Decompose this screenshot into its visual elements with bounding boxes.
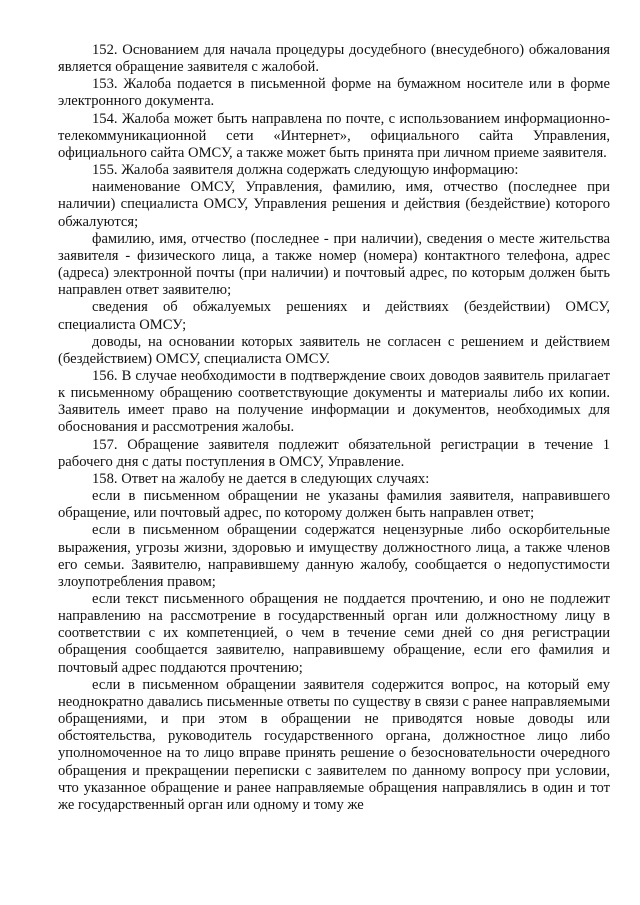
list-item-applicant-info: фамилию, имя, отчество (последнее - при наличии), сведения о месте жительства заявителя - физического лица, а также номер (номера) контактного телефона, адрес (адреса) электронной почты (при наличии) и почтовый адрес, по которым должен быть направлен ответ заявителю; [58, 230, 610, 299]
list-item-no-surname: если в письменном обращении не указаны фамилия заявителя, направившего обращение, или почтовый адрес, по которому должен быть направлен ответ; [58, 488, 610, 522]
paragraph-153: 153. Жалоба подается в письменной форме на бумажном носителе или в форме электронного документа. [58, 76, 610, 110]
paragraph-155: 155. Жалоба заявителя должна содержать следующую информацию: [92, 162, 519, 179]
paragraph-157: 157. Обращение заявителя подлежит обязательной регистрации в течение 1 рабочего дня с даты поступления в ОМСУ, Управление. [58, 436, 610, 470]
paragraph-158: 158. Ответ на жалобу не дается в следующих случаях: [92, 470, 430, 487]
list-item-repeated-question: если в письменном обращении заявителя содержится вопрос, на который ему неоднократно давались письменные ответы по существу в связи с ранее направляемыми обращениями, и при этом в обращении не приводятся новые доводы или обстоятельства, руководитель государственного органа, должностное лицо либо уполномоченное на то лицо вправе принять решение о безосновательности очередного обращения и прекращении переписки с заявителем по данному вопросу при условии, что указанное обращение и ранее направляемые обращения направлялись в один и тот же государственный орган или одному и тому же [58, 676, 610, 813]
list-item-unreadable-text: если текст письменного обращения не поддается прочтению, и оно не подлежит направлению на рассмотрение в государственный орган или должностному лицу в соответствии с их компетенцией, о чем в течение семи дней со дня регистрации обращения сообщается заявителю, направившему обращение, если его фамилия и почтовый адрес поддаются прочтению; [58, 591, 610, 676]
list-item-obscene-language: если в письменном обращении содержатся нецензурные либо оскорбительные выражения, угрозы жизни, здоровью и имуществу должностного лица, а также членов его семьи. Заявителю, направившему данную жалобу, сообщается о недопустимости злоупотребления правом; [58, 522, 610, 590]
paragraph-152: 152. Основанием для начала процедуры досудебного (внесудебного) обжалования является обращение заявителя с жалобой. [58, 42, 610, 76]
list-item-omsu-name: наименование ОМСУ, Управления, фамилию, имя, отчество (последнее при наличии) специалиста ОМСУ, Управления решения и действия (бездействие) которого обжалуются; [58, 179, 610, 230]
list-item-arguments: доводы, на основании которых заявитель не согласен с решением и действием (бездействием) ОМСУ, специалиста ОМСУ. [58, 333, 610, 367]
paragraph-156: 156. В случае необходимости в подтверждение своих доводов заявитель прилагает к письменному обращению соответствующие документы и материалы либо их копии. Заявитель имеет право на получение информации и документов, необходимых для обоснования и рассмотрения жалобы. [58, 367, 610, 436]
paragraph-154: 154. Жалоба может быть направлена по почте, с использованием информационно-телекоммуникационной сети «Интернет», официального сайта Управления, официального сайта ОМСУ, а также может быть принята при личном приеме заявителя. [58, 110, 610, 161]
list-item-appealed-decisions: сведения об обжалуемых решениях и действиях (бездействии) ОМСУ, специалиста ОМСУ; [58, 299, 610, 333]
